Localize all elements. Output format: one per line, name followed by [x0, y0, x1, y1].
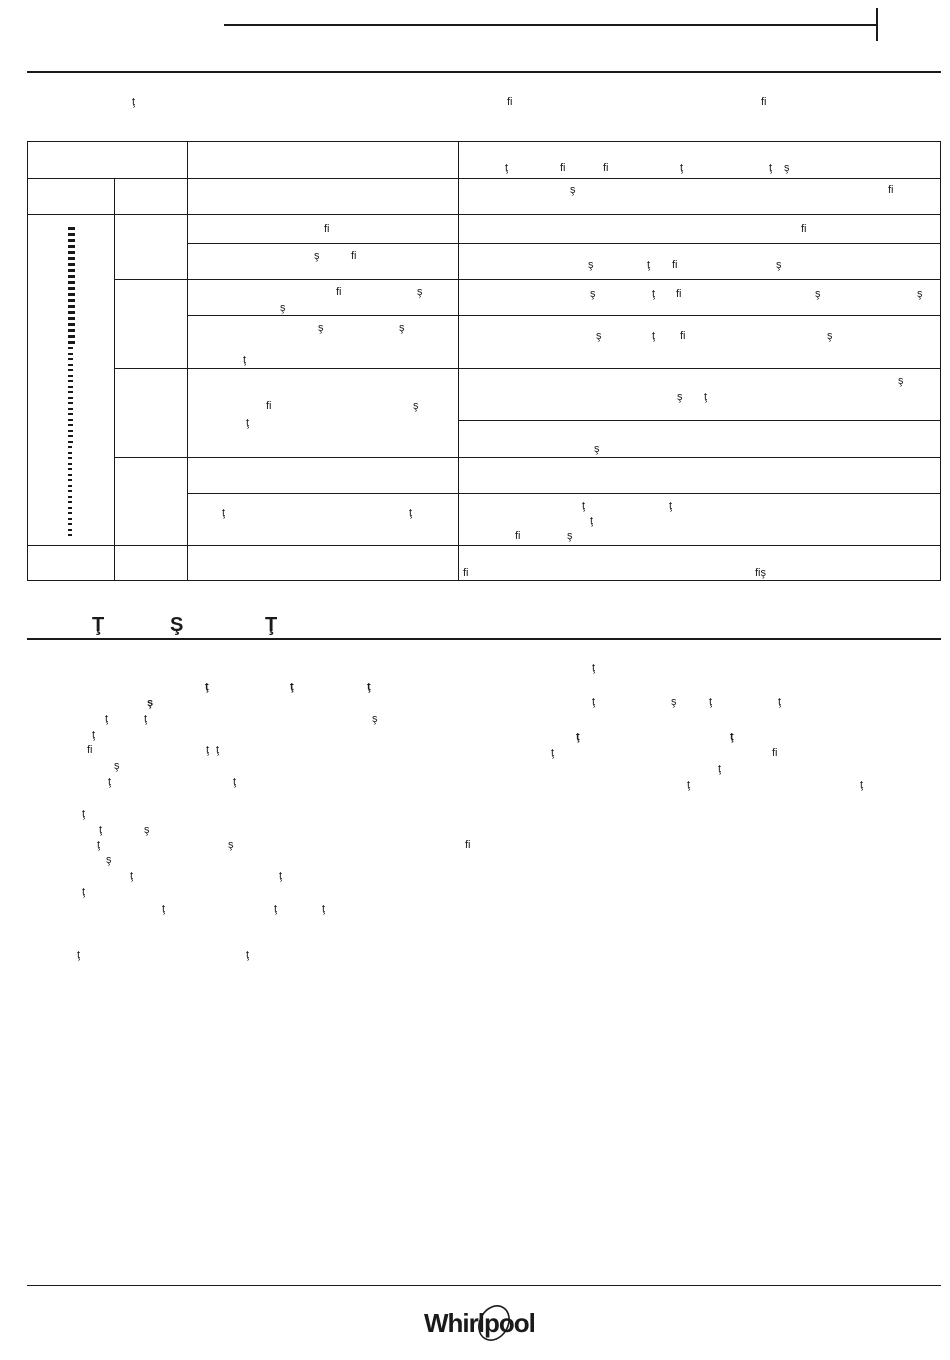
scale-tick [68, 323, 75, 326]
left-text-fragment: ş [372, 713, 378, 725]
table-cell-fragment: ş [280, 302, 286, 314]
left-text-fragment: ţ [274, 903, 278, 915]
scale-tick [68, 239, 75, 242]
scale-tick [68, 329, 75, 332]
scale-tick [68, 479, 72, 481]
scale-tick [68, 490, 72, 492]
left-text-fragment: ţ [290, 681, 294, 693]
left-text-fragment: ţ [130, 870, 134, 882]
scale-tick [68, 397, 73, 399]
scale-tick [68, 269, 75, 272]
table-cell-fragment: fi [888, 184, 894, 196]
table-cell-fragment: fi [463, 567, 469, 579]
scale-tick [68, 380, 73, 382]
scale-tick [68, 512, 72, 514]
scale-tick [68, 251, 75, 254]
table-cell-fragment: ş [590, 288, 596, 300]
whirlpool-logo [424, 1302, 548, 1342]
table-cell-fragment: ş [413, 400, 419, 412]
left-text-fragment: ţ [108, 776, 112, 788]
table-cell-fragment: ţ [669, 500, 673, 512]
left-text-fragment: ş [228, 839, 234, 851]
left-text-fragment: ţ [162, 903, 166, 915]
intro-fragment: ţ [132, 96, 136, 108]
table-cell-fragment: fi [351, 250, 357, 262]
section-heading-fragment: Ţ [92, 614, 105, 636]
table-header-fragment: ţ [505, 162, 509, 174]
scale-tick [68, 413, 73, 415]
scale-tick [68, 263, 75, 266]
scale-tick [68, 402, 73, 404]
left-text-fragment: ţ [99, 824, 103, 836]
table-cell-fragment: ţ [652, 330, 656, 342]
section-top-rule [27, 71, 941, 73]
table-header-fragment: ş [784, 162, 790, 174]
scale-tick [68, 305, 75, 308]
scale-tick [68, 227, 75, 230]
scale-tick [68, 408, 73, 410]
scale-tick [68, 375, 73, 377]
intro-fragment: fi [507, 96, 513, 108]
left-text-fragment: ţ [216, 744, 220, 756]
scale-tick [68, 424, 73, 426]
table-cell-fragment: fiş [755, 567, 766, 579]
scale-tick [68, 507, 72, 509]
left-text-fragment: ţ [82, 886, 86, 898]
scale-tick [68, 369, 73, 371]
scale-tick [68, 335, 75, 338]
table-header-fragment: ţ [769, 162, 773, 174]
left-text-fragment: ţ [206, 744, 210, 756]
table-header-fragment: fi [603, 162, 609, 174]
table-cell-fragment: ş [314, 250, 320, 262]
right-text-fragment: ţ [592, 696, 596, 708]
scale-tick [68, 287, 75, 290]
left-text-fragment: ţ [77, 949, 81, 961]
table-cell-fragment: fi [676, 288, 682, 300]
power-level-scale [68, 227, 76, 540]
table-cell-fragment: ţ [582, 500, 586, 512]
scale-tick [68, 452, 72, 454]
left-text-fragment: ţ [92, 729, 96, 741]
table-cell-fragment: fi [515, 530, 521, 542]
scale-tick [68, 523, 72, 525]
scale-tick [68, 245, 75, 248]
scale-tick [68, 311, 75, 314]
footer-rule [27, 1285, 941, 1286]
table-cell-fragment: ş [588, 259, 594, 271]
scale-tick [68, 299, 75, 302]
scale-tick [68, 347, 73, 349]
left-text-fragment: ţ [246, 949, 250, 961]
scale-tick [68, 233, 75, 236]
scale-tick [68, 386, 73, 388]
section-heading-rule [27, 638, 941, 640]
scale-tick [68, 341, 75, 344]
right-text-fragment: ţ [709, 696, 713, 708]
header-rule-end-marker [876, 8, 878, 41]
scale-tick [68, 485, 72, 487]
left-text-fragment: ţ [144, 713, 148, 725]
left-text-fragment: ţ [279, 870, 283, 882]
left-text-fragment: ş [106, 854, 112, 866]
left-text-fragment: ş [144, 824, 150, 836]
table-cell-fragment: ş [776, 259, 782, 271]
table-cell-fragment: fi [680, 330, 686, 342]
table-cell-fragment: ş [417, 286, 423, 298]
left-text-fragment: ţ [367, 681, 371, 693]
left-text-fragment: ţ [233, 776, 237, 788]
table-cell-fragment: ş [677, 391, 683, 403]
scale-tick [68, 529, 72, 531]
right-text-fragment: ţ [778, 696, 782, 708]
right-text-fragment: ţ [551, 747, 555, 759]
table-cell-fragment: ş [570, 184, 576, 196]
scale-tick [68, 441, 73, 443]
table-cell-fragment: ş [399, 322, 405, 334]
scale-tick [68, 534, 72, 536]
scale-tick [68, 317, 75, 320]
table-cell-fragment: ş [917, 288, 923, 300]
scale-tick [68, 391, 73, 393]
section-heading-fragment: Ţ [265, 614, 278, 636]
right-text-fragment: ţ [592, 662, 596, 674]
left-text-fragment: fi [87, 744, 93, 756]
scale-tick [68, 281, 75, 284]
table-cell-fragment: ţ [647, 259, 651, 271]
left-text-fragment: ş [147, 697, 154, 709]
right-text-fragment: fi [772, 747, 778, 759]
right-text-fragment: ţ [576, 731, 580, 743]
table-cell-fragment: ş [594, 443, 600, 455]
scale-tick [68, 419, 73, 421]
scale-tick [68, 496, 72, 498]
scale-tick [68, 430, 73, 432]
scale-tick [68, 364, 73, 366]
table-cell-fragment: ş [318, 322, 324, 334]
scale-tick [68, 468, 72, 470]
table-cell-fragment: ţ [222, 507, 226, 519]
brand-logo-text: Whirlpool [424, 1308, 535, 1338]
intro-fragment: fi [761, 96, 767, 108]
left-text-fragment: ţ [205, 681, 209, 693]
scale-tick [68, 275, 75, 278]
scale-tick [68, 435, 73, 437]
table-cell-fragment: ţ [704, 391, 708, 403]
table-cell-fragment: ş [898, 375, 904, 387]
table-cell-fragment: fi [672, 259, 678, 271]
table-cell-fragment: ţ [409, 507, 413, 519]
table-cell-fragment: ţ [246, 417, 250, 429]
scale-tick [68, 446, 72, 448]
table-header-fragment: ţ [680, 162, 684, 174]
table-cell-fragment: ş [596, 330, 602, 342]
table-cell-fragment: fi [324, 223, 330, 235]
table-cell-fragment: ş [567, 530, 573, 542]
section-heading-fragment: Ş [170, 614, 184, 636]
left-text-fragment: fi [465, 839, 471, 851]
right-text-fragment: ş [671, 696, 677, 708]
header-rule [224, 24, 876, 26]
left-text-fragment: ţ [105, 713, 109, 725]
scale-tick [68, 518, 72, 520]
scale-tick [68, 463, 72, 465]
settings-table [27, 141, 941, 581]
scale-tick [68, 257, 75, 260]
table-cell-fragment: fi [801, 223, 807, 235]
table-cell-fragment: ţ [590, 515, 594, 527]
table-cell-fragment: fi [336, 286, 342, 298]
table-header-fragment: fi [560, 162, 566, 174]
right-text-fragment: ţ [860, 779, 864, 791]
scale-tick [68, 474, 72, 476]
left-text-fragment: ş [114, 760, 120, 772]
scale-tick [68, 353, 73, 355]
right-text-fragment: ţ [730, 731, 734, 743]
left-text-fragment: ţ [97, 839, 101, 851]
scale-tick [68, 358, 73, 360]
right-text-fragment: ţ [718, 763, 722, 775]
scale-tick [68, 293, 75, 296]
table-cell-fragment: ş [815, 288, 821, 300]
table-cell-fragment: ţ [243, 354, 247, 366]
scale-tick [68, 501, 72, 503]
left-text-fragment: ţ [322, 903, 326, 915]
left-text-fragment: ţ [82, 808, 86, 820]
table-cell-fragment: ş [827, 330, 833, 342]
right-text-fragment: ţ [687, 779, 691, 791]
scale-tick [68, 457, 72, 459]
table-cell-fragment: fi [266, 400, 272, 412]
table-cell-fragment: ţ [652, 288, 656, 300]
